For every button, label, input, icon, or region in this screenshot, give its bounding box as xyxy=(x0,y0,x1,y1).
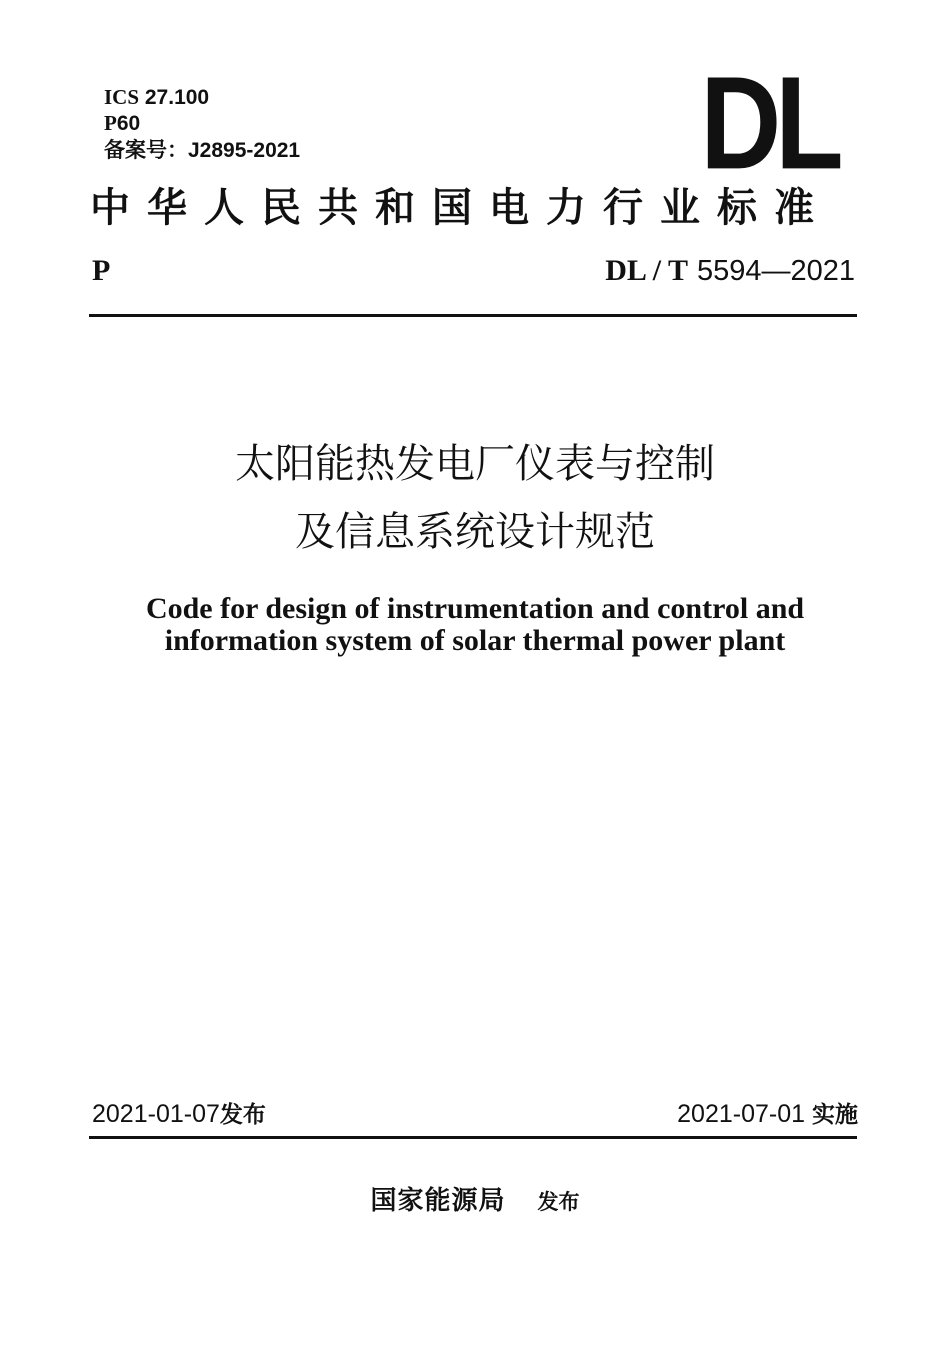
publisher xyxy=(0,1180,950,1217)
class-code-label: P xyxy=(104,111,117,135)
ics-value: 27.100 xyxy=(144,86,210,109)
organization-title: 中华人民共和国电力行业标准 xyxy=(90,184,831,231)
class-code xyxy=(104,110,140,137)
classification-letter: P xyxy=(92,254,111,287)
standard-number-value: 5594—2021 xyxy=(696,255,855,287)
standard-number-prefix: DL / T xyxy=(605,254,689,287)
issue-date xyxy=(92,1098,266,1131)
standard-number xyxy=(605,254,855,288)
issue-date-value: 2021-01-07 xyxy=(92,1100,220,1128)
ics-code xyxy=(104,84,209,111)
issue-date-label: 发布 xyxy=(219,1102,266,1128)
publisher-action: 发布 xyxy=(537,1190,580,1214)
dl-logo: DL xyxy=(700,49,838,197)
title-cn-line1: 太阳能热发电厂仪表与控制 xyxy=(235,441,715,487)
title-cn-line2: 及信息系统设计规范 xyxy=(295,509,655,555)
ics-label: ICS xyxy=(104,85,140,109)
title-en-line2: information system of solar thermal power plant xyxy=(164,624,786,657)
top-divider xyxy=(89,314,857,317)
class-code-value: 60 xyxy=(116,112,141,135)
title-en-line1: Code for design of instrumentation and control and xyxy=(145,592,805,625)
implement-date-value: 2021-07-01 xyxy=(677,1100,806,1128)
bottom-divider xyxy=(89,1136,857,1139)
implement-date xyxy=(677,1098,858,1131)
implement-date-label: 实施 xyxy=(812,1102,858,1128)
publisher-name: 国家能源局 xyxy=(370,1186,506,1216)
filing-number: 备案号：J2895-2021 xyxy=(104,139,301,162)
